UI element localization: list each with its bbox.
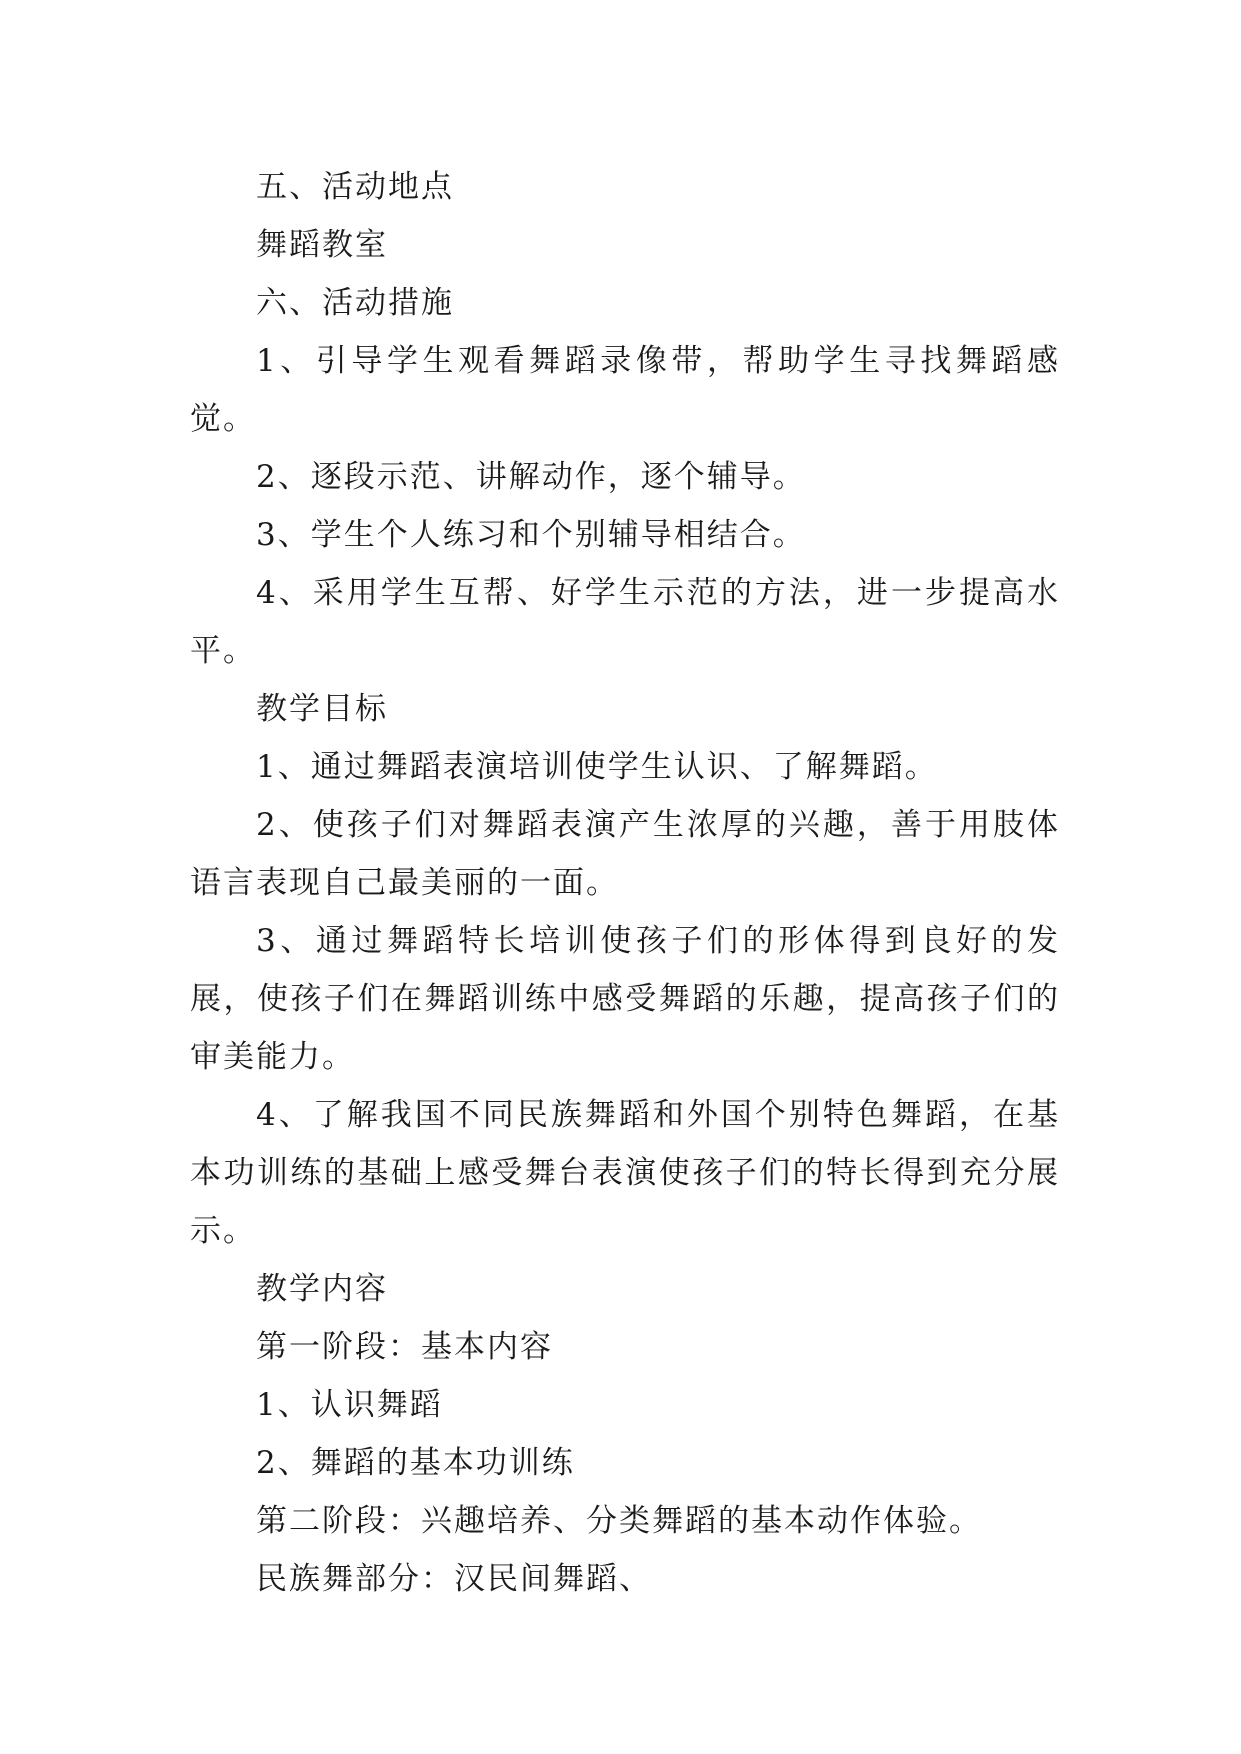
heading-activity-measures: 六、活动措施	[256, 285, 454, 321]
heading-teaching-content: 教学内容	[256, 1271, 388, 1307]
stage-one-item-1: 1、认识舞蹈	[256, 1387, 443, 1423]
goal-item-4: 4、了解我国不同民族舞蹈和外国个别特色舞蹈，在基本功训练的基础上感受舞台表演使孩子们的特长得到充分展示。	[190, 1097, 1060, 1249]
measure-item-3: 3、学生个人练习和个别辅导相结合。	[256, 517, 806, 553]
measure-item-1: 1、引导学生观看舞蹈录像带，帮助学生寻找舞蹈感觉。	[190, 343, 1060, 437]
goal-item-2: 2、使孩子们对舞蹈表演产生浓厚的兴趣，善于用肢体语言表现自己最美丽的一面。	[190, 807, 1060, 901]
paragraph-location-value: 舞蹈教室	[256, 227, 388, 263]
stage-two-title: 第二阶段：兴趣培养、分类舞蹈的基本动作体验。	[256, 1503, 982, 1539]
document-body	[190, 158, 1060, 1608]
goal-item-3: 3、通过舞蹈特长培训使孩子们的形体得到良好的发展，使孩子们在舞蹈训练中感受舞蹈的乐趣，提高孩子们的审美能力。	[190, 923, 1060, 1075]
measure-item-2: 2、逐段示范、讲解动作，逐个辅导。	[256, 459, 806, 495]
goal-item-1: 1、通过舞蹈表演培训使学生认识、了解舞蹈。	[256, 749, 938, 785]
stage-one-title: 第一阶段：基本内容	[256, 1329, 553, 1365]
heading-teaching-goals: 教学目标	[256, 691, 388, 727]
stage-one-item-2: 2、舞蹈的基本功训练	[256, 1445, 575, 1481]
measure-item-4: 4、采用学生互帮、好学生示范的方法，进一步提高水平。	[190, 575, 1060, 669]
folk-dance-section: 民族舞部分：汉民间舞蹈、	[256, 1561, 652, 1597]
heading-activity-location: 五、活动地点	[256, 169, 454, 205]
